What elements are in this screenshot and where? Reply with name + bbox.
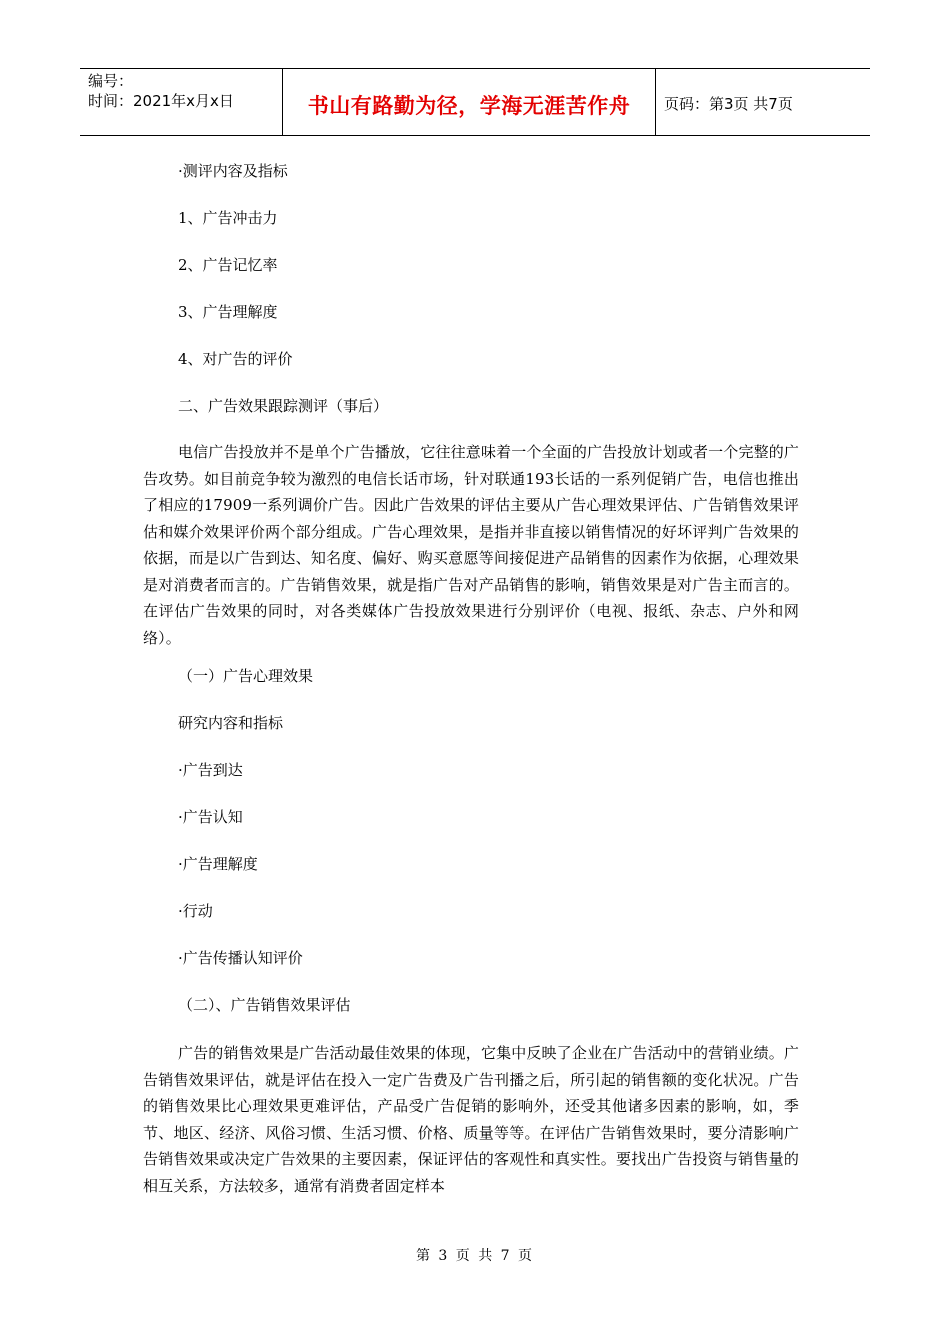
- list-item: ·广告理解度: [178, 855, 258, 873]
- list-item: 3、广告理解度: [178, 303, 278, 321]
- header-motto: 书山有路勤为径，学海无涯苦作舟: [282, 69, 656, 135]
- section-heading-psychological: （一）广告心理效果: [178, 667, 314, 685]
- paragraph-tracking: 电信广告投放并不是单个广告播放，它往往意味着一个全面的广告投放计划或者一个完整的广告攻势。如目前竞争较为激烈的电信长话市场，针对联通193长话的一系列促销广告，电信也推出了相应的17909一系列调价广告。因此广告效果的评估主要从广告心理效果评估、广告销售效果评估和媒介效果评价两个部分组成。广告心理效果，是指并非直接以销售情况的好坏评判广告效果的依据，而是以广告到达、知名度、偏好、购买意愿等间接促进产品销售的因素作为依据，心理效果是对消费者而言的。广告销售效果，就是指广告对产品销售的影响，销售效果是对广告主而言的。在评估广告效果的同时，对各类媒体广告投放效果进行分别评价（电视、报纸、杂志、户外和网络）。: [143, 443, 799, 647]
- section-heading-metrics: ·测评内容及指标: [178, 162, 288, 180]
- list-item: 1、广告冲击力: [178, 209, 278, 227]
- list-item: 2、广告记忆率: [178, 256, 278, 274]
- list-item: ·广告到达: [178, 761, 243, 779]
- section-heading-tracking: 二、广告效果跟踪测评（事后）: [178, 397, 389, 415]
- section-heading-sales: （二）、广告销售效果评估: [178, 996, 351, 1014]
- list-item: 4、对广告的评价: [178, 350, 293, 368]
- paragraph-sales: 广告的销售效果是广告活动最佳效果的体现，它集中反映了企业在广告活动中的营销业绩。广告销售效果评估，就是评估在投入一定广告费及广告刊播之后，所引起的销售额的变化状况。广告的销售效果比心理效果更难评估，产品受广告促销的影响外，还受其他诸多因素的影响，如，季节、地区、经济、风俗习惯、生活习惯、价格、质量等等。在评估广告销售效果时，要分清影响广告销售效果或决定广告效果的主要因素，保证评估的客观性和真实性。要找出广告投资与销售量的相互关系，方法较多，通常有消费者固定样本: [143, 1044, 799, 1195]
- list-item: ·广告传播认知评价: [178, 949, 303, 967]
- document-number-label: 编号：: [88, 72, 134, 90]
- header-page-number: 页码：第3页 共7页: [664, 95, 793, 113]
- header-meta: [80, 69, 282, 135]
- list-item: ·行动: [178, 902, 213, 920]
- page-header: [80, 68, 870, 136]
- document-date-label: 时间：2021年x月x日: [88, 92, 234, 110]
- page-footer: 第 3 页 共 7 页: [415, 1248, 535, 1264]
- list-item: ·广告认知: [178, 808, 243, 826]
- subheading-research-content: 研究内容和指标: [178, 714, 284, 732]
